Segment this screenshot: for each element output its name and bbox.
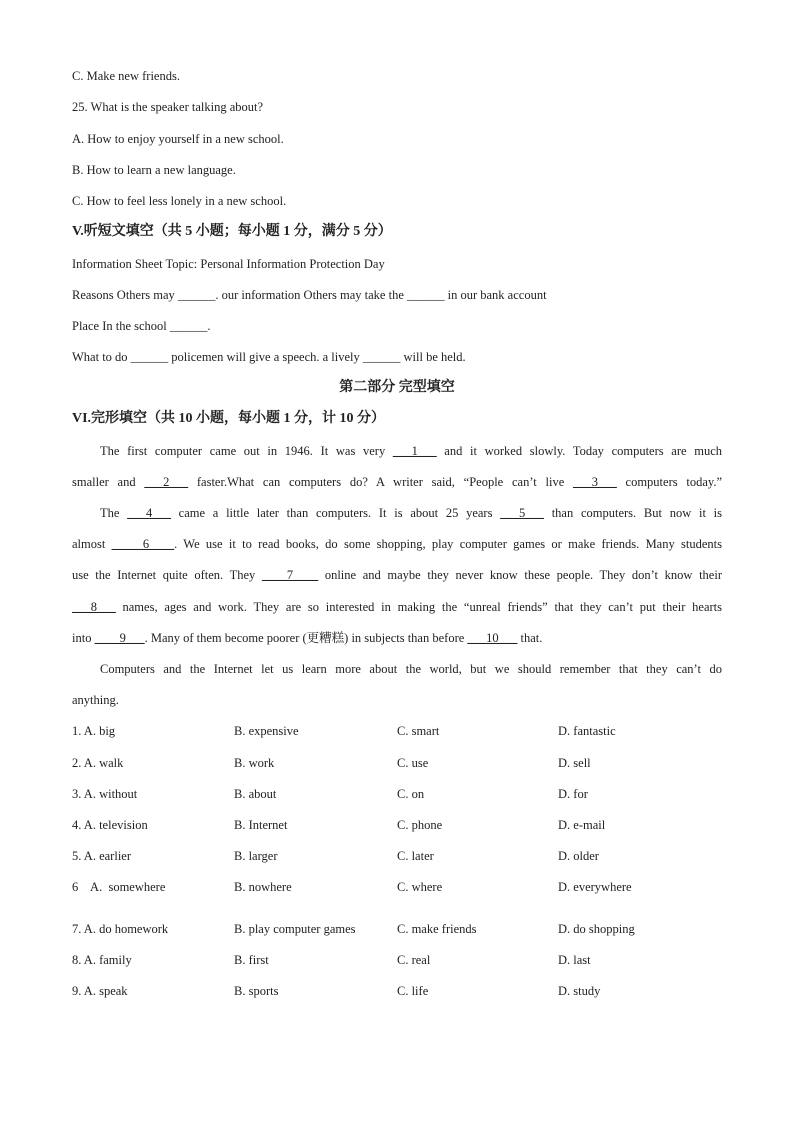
option-c: C. use bbox=[397, 756, 429, 770]
option-b: B. first bbox=[234, 953, 269, 967]
option-a: 7. A. do homework bbox=[72, 922, 169, 936]
passage-line: into ____9___. Many of them become poorer (更糟糕) in subjects than before ___10___ that. bbox=[72, 631, 543, 645]
option-d: D. older bbox=[558, 849, 599, 863]
option-25-a: A. How to enjoy yourself in a new school. bbox=[72, 132, 284, 146]
section5-heading: V.听短文填空（共 5 小题；每小题 1 分，满分 5 分） bbox=[72, 224, 392, 239]
option-c: C. where bbox=[397, 880, 443, 894]
option-a: 8. A. family bbox=[72, 953, 132, 967]
section6-heading: VI.完形填空（共 10 小题，每小题 1 分，计 10 分） bbox=[72, 411, 386, 426]
passage-line: The ___4___ came a little later than computers. It is about 25 years ___5___ than computers. But now it is bbox=[100, 506, 723, 520]
part2-title: 第二部分 完型填空 bbox=[339, 380, 455, 395]
option-24-c: C. Make new friends. bbox=[72, 69, 180, 83]
option-d: D. do shopping bbox=[558, 922, 635, 936]
option-d: D. sell bbox=[558, 756, 591, 770]
option-b: B. work bbox=[234, 756, 275, 770]
passage-line: ___8___ names, ages and work. They are so interested in making the “unreal friends” that they can’t put their hearts bbox=[72, 600, 722, 614]
option-c: C. on bbox=[397, 787, 425, 801]
passage-line: The first computer came out in 1946. It was very ___1___ and it worked slowly. Today computers are much bbox=[100, 444, 722, 458]
option-d: D. everywhere bbox=[558, 880, 632, 894]
option-b: B. nowhere bbox=[234, 880, 292, 894]
option-d: D. fantastic bbox=[558, 724, 616, 738]
option-25-b: B. How to learn a new language. bbox=[72, 163, 236, 177]
option-b: B. sports bbox=[234, 984, 279, 998]
option-b: B. Internet bbox=[234, 818, 288, 832]
section5-line: Place In the school ______. bbox=[72, 319, 211, 333]
option-c: C. make friends bbox=[397, 922, 477, 936]
passage-line: anything. bbox=[72, 693, 119, 707]
option-b: B. play computer games bbox=[234, 922, 356, 936]
option-a: 9. A. speak bbox=[72, 984, 128, 998]
option-c: C. phone bbox=[397, 818, 443, 832]
option-c: C. life bbox=[397, 984, 429, 998]
option-a: 6 A. somewhere bbox=[72, 880, 166, 894]
option-c: C. later bbox=[397, 849, 434, 863]
question-25: 25. What is the speaker talking about? bbox=[72, 100, 264, 114]
option-d: D. study bbox=[558, 984, 601, 998]
option-b: B. larger bbox=[234, 849, 278, 863]
passage-line: almost _____6____. We use it to read books, do some shopping, play computer games or make friends. Many students bbox=[72, 537, 722, 551]
option-c: C. real bbox=[397, 953, 431, 967]
option-a: 4. A. television bbox=[72, 818, 148, 832]
option-d: D. for bbox=[558, 787, 588, 801]
section5-line: Reasons Others may ______. our information Others may take the ______ in our bank account bbox=[72, 288, 547, 302]
option-25-c: C. How to feel less lonely in a new school. bbox=[72, 194, 287, 208]
passage-line: use the Internet quite often. They ____7____ online and maybe they never know these people. They don’t know their bbox=[72, 568, 722, 582]
passage-line: Computers and the Internet let us learn more about the world, but we should remember that they can’t do bbox=[100, 662, 722, 676]
option-b: B. about bbox=[234, 787, 277, 801]
option-b: B. expensive bbox=[234, 724, 299, 738]
section5-line: What to do ______ policemen will give a speech. a lively ______ will be held. bbox=[72, 350, 466, 364]
option-d: D. e-mail bbox=[558, 818, 606, 832]
option-c: C. smart bbox=[397, 724, 440, 738]
option-d: D. last bbox=[558, 953, 591, 967]
option-a: 2. A. walk bbox=[72, 756, 124, 770]
option-a: 3. A. without bbox=[72, 787, 138, 801]
option-a: 5. A. earlier bbox=[72, 849, 132, 863]
section5-line: Information Sheet Topic: Personal Information Protection Day bbox=[72, 257, 385, 271]
passage-line: smaller and ___2___ faster.What can computers do? A writer said, “People can’t live ___3___ computers today.” bbox=[72, 475, 722, 489]
option-a: 1. A. big bbox=[72, 724, 116, 738]
